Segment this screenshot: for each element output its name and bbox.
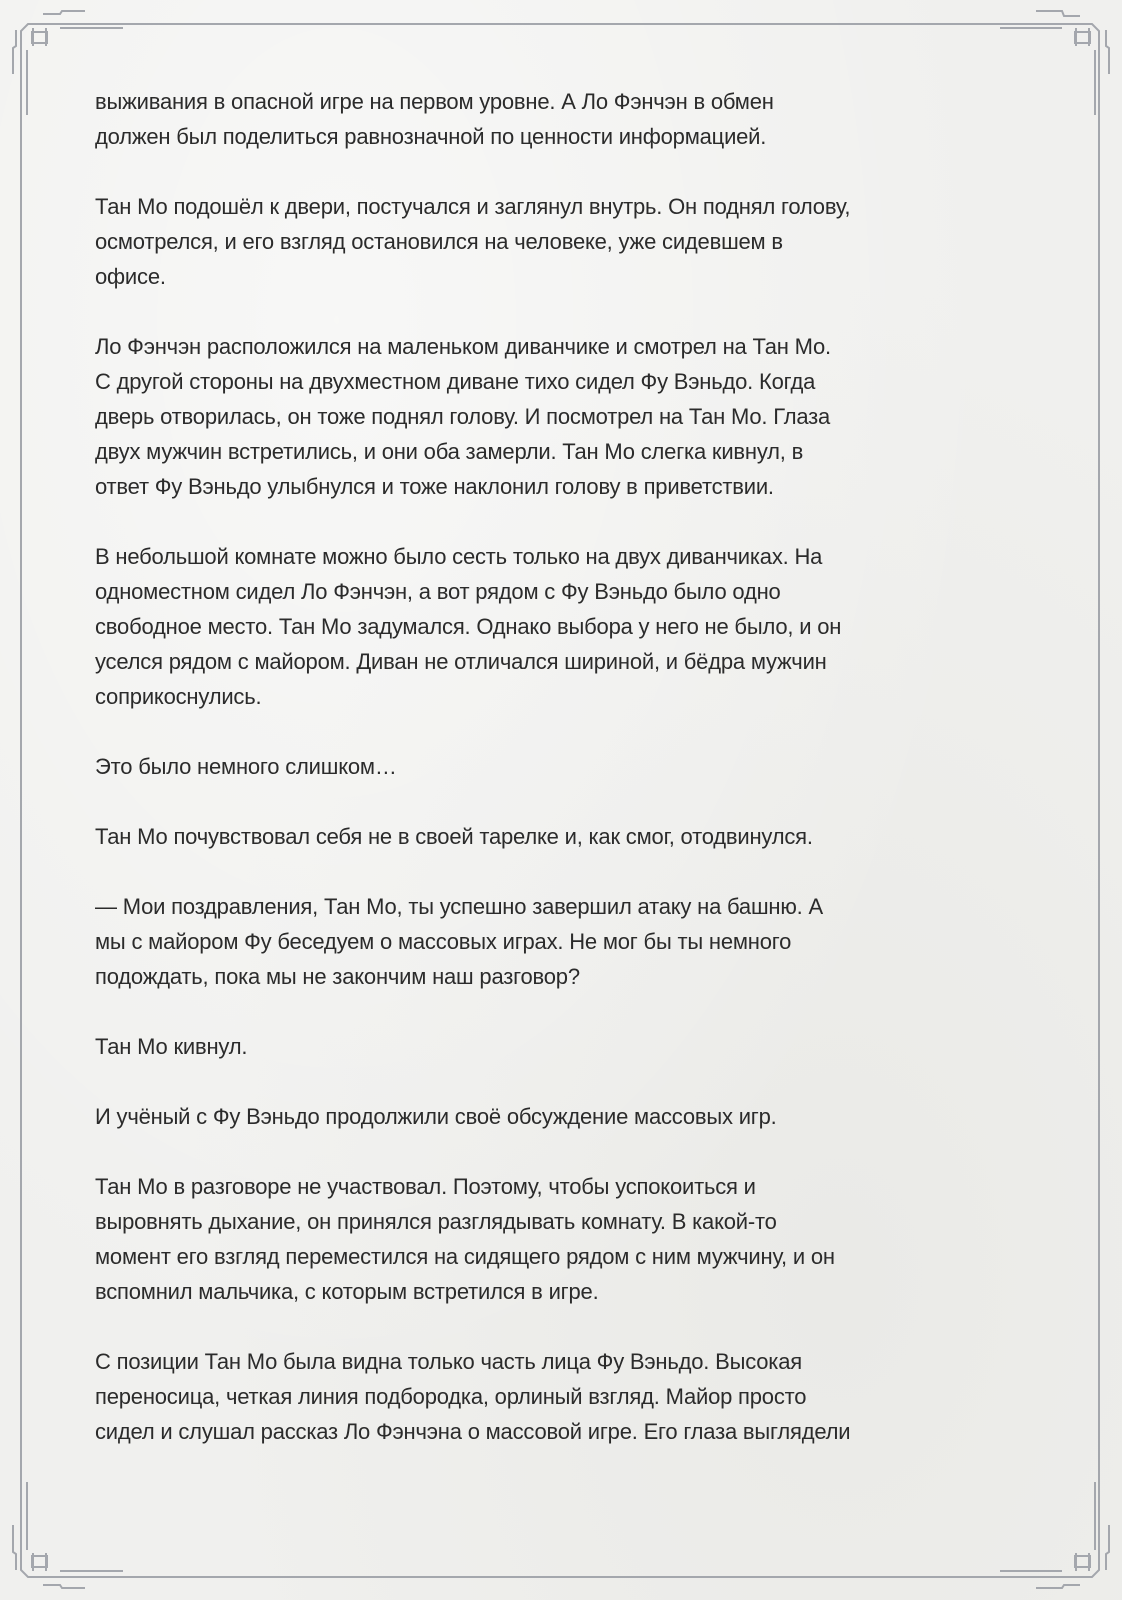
text-line: переносица, четкая линия подбородка, орлиный взгляд. Майор просто bbox=[95, 1384, 807, 1409]
paragraph bbox=[95, 889, 1025, 994]
text-line: мы с майором Фу беседуем о массовых играх. Не мог бы ты немного bbox=[95, 929, 792, 954]
paragraph bbox=[95, 1029, 1025, 1064]
text-line: Тан Мо кивнул. bbox=[95, 1034, 248, 1059]
text-line: Это было немного слишком… bbox=[95, 754, 397, 779]
text-line: офисе. bbox=[95, 264, 166, 289]
paragraph bbox=[95, 84, 1025, 154]
text-line: Ло Фэнчэн расположился на маленьком диванчике и смотрел на Тан Мо. bbox=[95, 334, 831, 359]
paragraph bbox=[95, 1099, 1025, 1134]
text-line: подождать, пока мы не закончим наш разговор? bbox=[95, 964, 580, 989]
paragraph bbox=[95, 539, 1025, 714]
paragraph bbox=[95, 819, 1025, 854]
paragraph bbox=[95, 1169, 1025, 1309]
document-body bbox=[95, 84, 1025, 1484]
text-line: выживания в опасной игре на первом уровне. А Ло Фэнчэн в обмен bbox=[95, 89, 774, 114]
text-line: Тан Мо подошёл к двери, постучался и заглянул внутрь. Он поднял голову, bbox=[95, 194, 851, 219]
text-line: свободное место. Тан Мо задумался. Однако выбора у него не было, и он bbox=[95, 614, 842, 639]
frame-corner-bottom-right bbox=[1000, 1482, 1109, 1588]
paragraph bbox=[95, 1344, 1025, 1449]
text-line: сидел и слушал рассказ Ло Фэнчэна о массовой игре. Его глаза выглядели bbox=[95, 1419, 851, 1444]
paragraph bbox=[95, 189, 1025, 294]
paragraph bbox=[95, 749, 1025, 784]
text-line: дверь отворилась, он тоже поднял голову. И посмотрел на Тан Мо. Глаза bbox=[95, 404, 831, 429]
text-line: С другой стороны на двухместном диване тихо сидел Фу Вэньдо. Когда bbox=[95, 369, 816, 394]
text-line: двух мужчин встретились, и они оба замерли. Тан Мо слегка кивнул, в bbox=[95, 439, 804, 464]
text-line: С позиции Тан Мо была видна только часть лица Фу Вэньдо. Высокая bbox=[95, 1349, 802, 1374]
text-line: соприкоснулись. bbox=[95, 684, 262, 709]
text-line: В небольшой комнате можно было сесть только на двух диванчиках. На bbox=[95, 544, 823, 569]
text-line: вспомнил мальчика, с которым встретился в игре. bbox=[95, 1279, 599, 1304]
text-line: осмотрелся, и его взгляд остановился на человеке, уже сидевшем в bbox=[95, 229, 783, 254]
text-line: Тан Мо в разговоре не участвовал. Поэтому, чтобы успокоиться и bbox=[95, 1174, 756, 1199]
text-line: — Мои поздравления, Тан Мо, ты успешно завершил атаку на башню. А bbox=[95, 894, 823, 919]
text-line: момент его взгляд переместился на сидящего рядом с ним мужчину, и он bbox=[95, 1244, 835, 1269]
text-line: Тан Мо почувствовал себя не в своей тарелке и, как смог, отодвинулся. bbox=[95, 824, 813, 849]
text-line: уселся рядом с майором. Диван не отличался шириной, и бёдра мужчин bbox=[95, 649, 827, 674]
frame-corner-bottom-left bbox=[13, 1482, 123, 1588]
text-line: одноместном сидел Ло Фэнчэн, а вот рядом с Фу Вэньдо было одно bbox=[95, 579, 781, 604]
text-line: должен был поделиться равнозначной по ценности информацией. bbox=[95, 124, 767, 149]
text-line: ответ Фу Вэньдо улыбнулся и тоже наклонил голову в приветствии. bbox=[95, 474, 774, 499]
text-line: И учёный с Фу Вэньдо продолжили своё обсуждение массовых игр. bbox=[95, 1104, 777, 1129]
text-line: выровнять дыхание, он принялся разглядывать комнату. В какой-то bbox=[95, 1209, 777, 1234]
paragraph bbox=[95, 329, 1025, 504]
